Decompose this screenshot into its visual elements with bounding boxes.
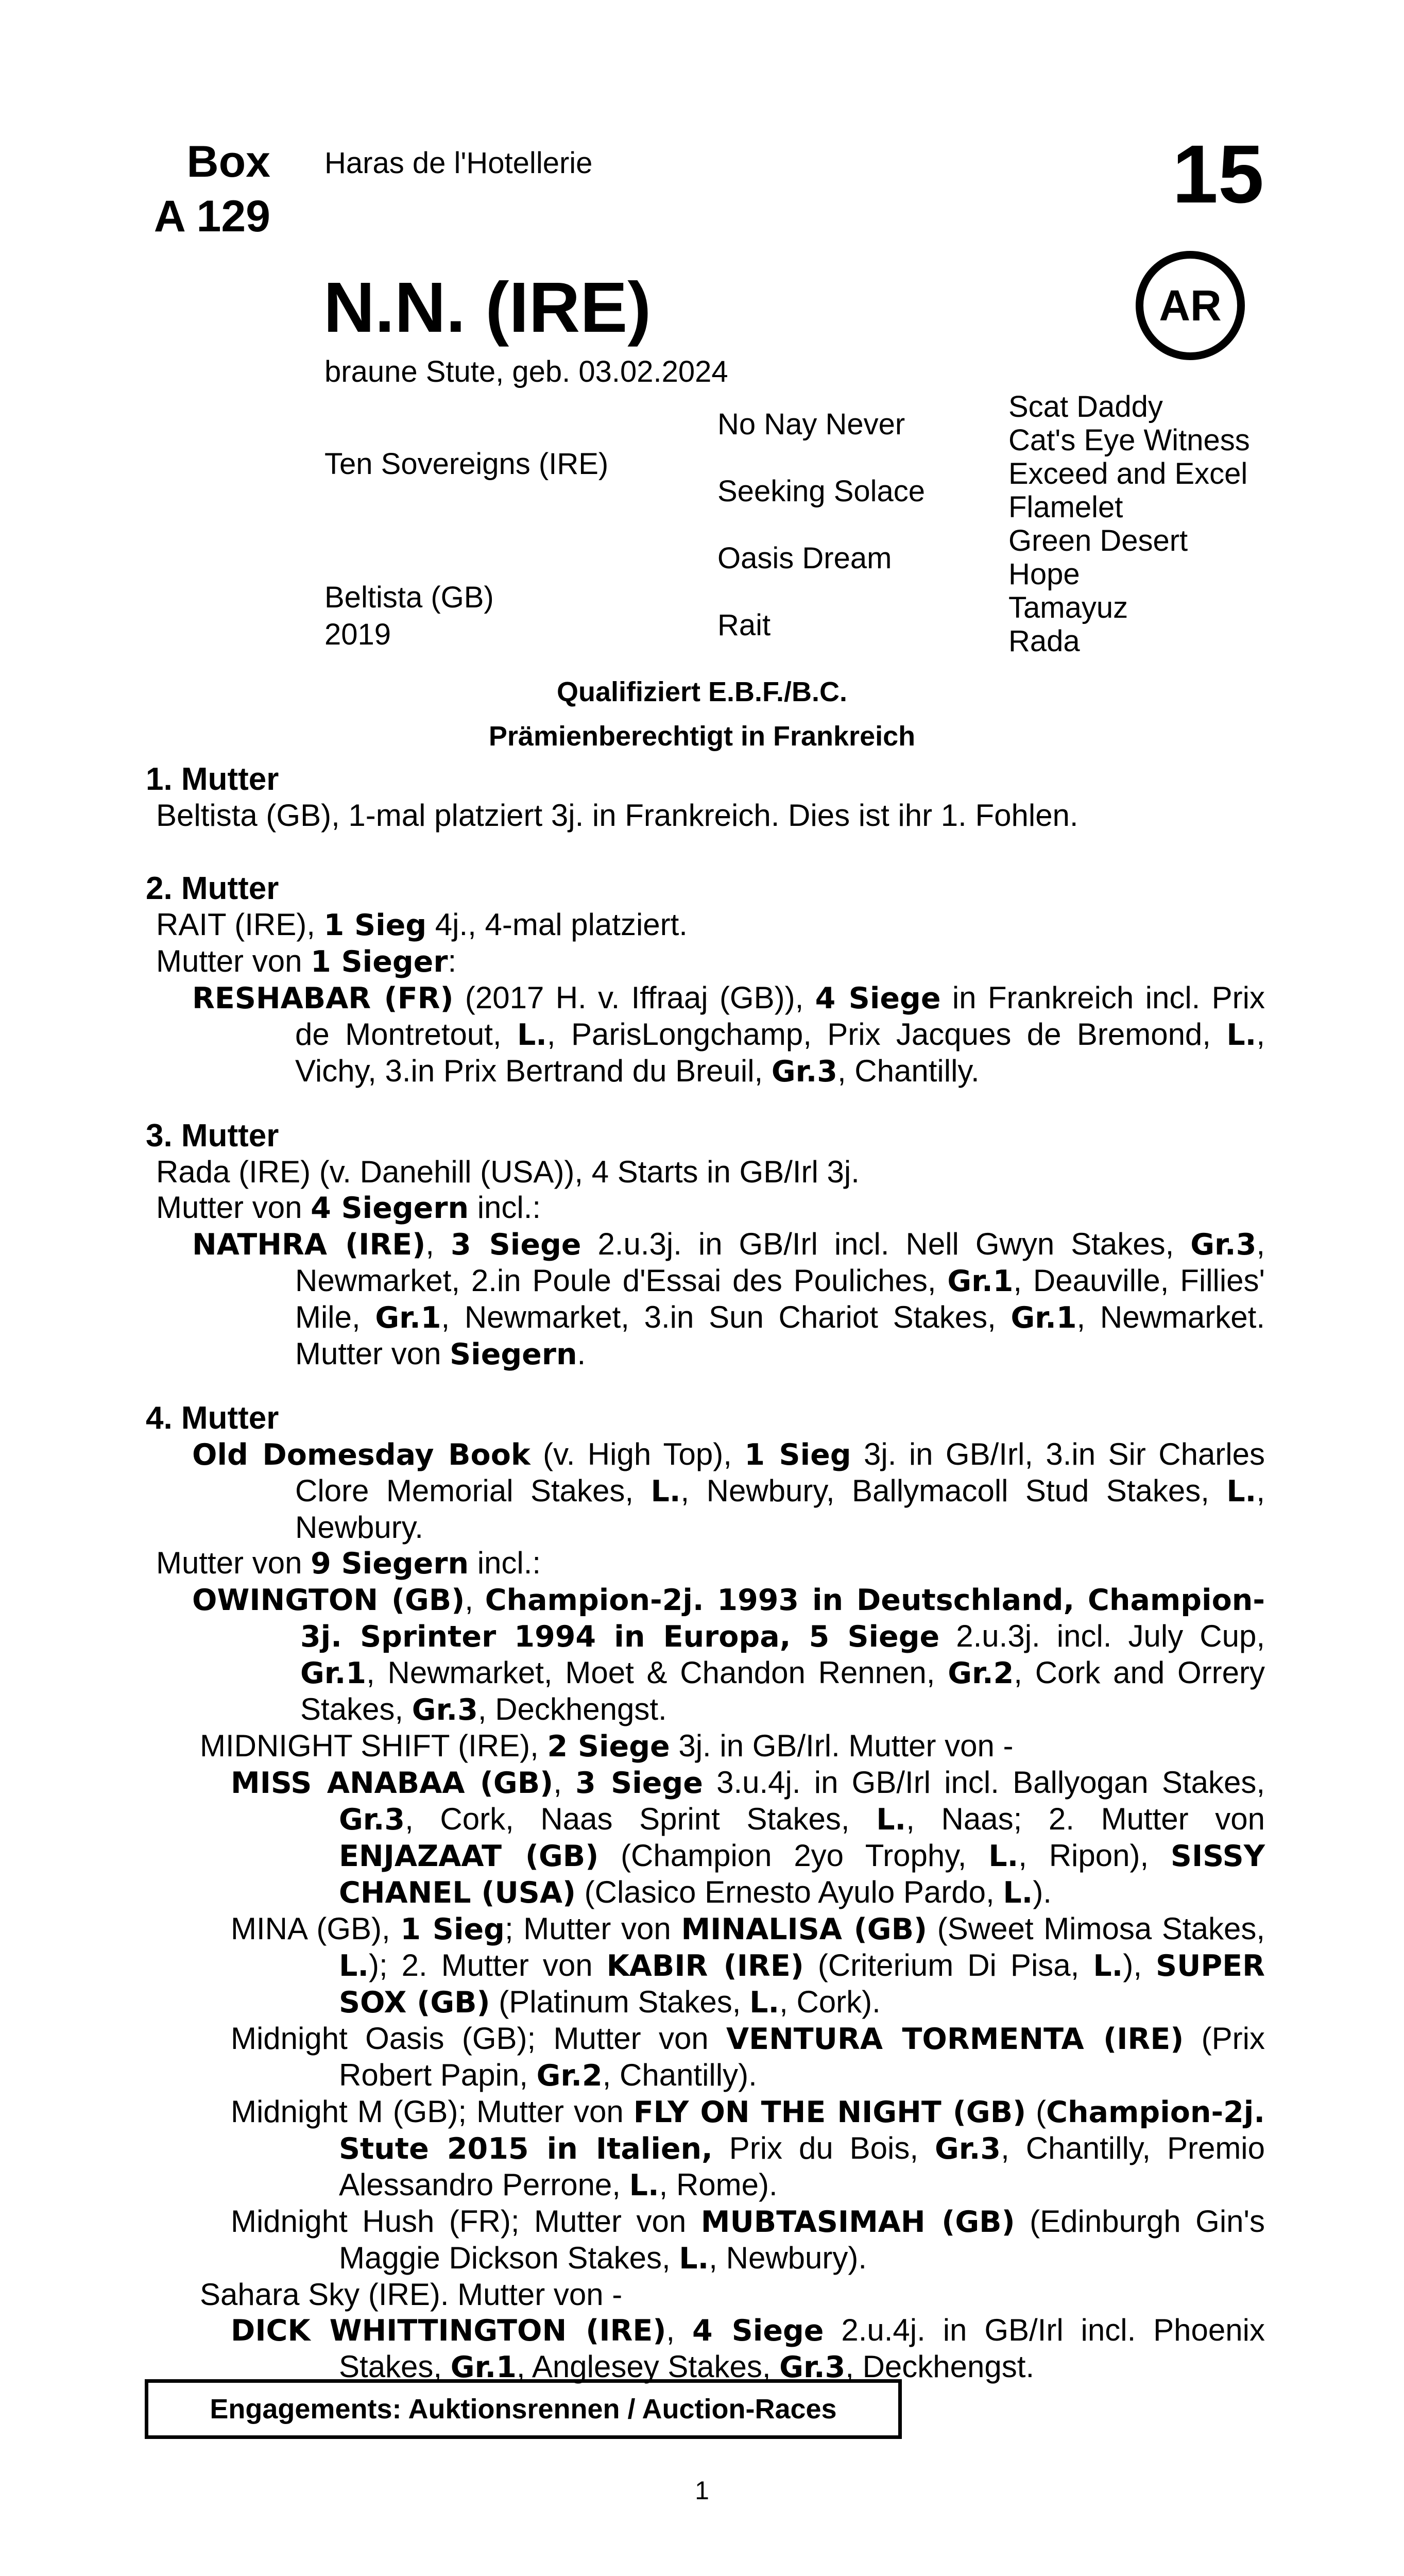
section-4th-dam [146,1436,1265,2385]
section-2nd-dam [146,907,1265,1090]
dam-line: Rada (IRE) (v. Danehill (USA)), 4 Starts in GB/Irl 3j. [156,1155,860,1189]
page-number: 1 [695,2476,709,2505]
winner-entry: NATHRA (IRE), 3 Siege 2.u.3j. in GB/Irl incl. Nell Gwyn Stakes, Gr.3, Newmarket, 2.in Poule d'Essai des Pouliches, Gr.1, Deauville, Fillies' Mile, Gr.1, Newmarket, 3.in Sun Chariot Stakes, Gr.1, Newmarket. Mutter von Siegern. [192,1227,1265,1371]
winner-entry: RESHABAR (FR) (2017 H. v. Iffraaj (GB)), 4 Siege in Frankreich incl. Prix de Montretout, L., ParisLongchamp, Prix Jacques de Bremond, L., Vichy, 3.in Prix Bertrand du Breuil, Gr.3, Chantilly. [192,980,1265,1089]
winner-entry: MISS ANABAA (GB), 3 Siege 3.u.4j. in GB/Irl incl. Ballyogan Stakes, Gr.3, Cork, Naas Sprint Stakes, L., Naas; 2. Mutter von ENJAZAAT (GB) (Champion 2yo Trophy, L., Ripon), SISSY CHANEL (USA) (Clasico Ernesto Ayulo Pardo, L.). [231,1765,1265,1910]
lot-number: 15 [1172,128,1264,220]
dam-line: Beltista (GB), 1-mal platziert 3j. in Frankreich. Dies ist ihr 1. Fohlen. [156,798,1078,833]
dam-entry: Midnight M (GB); Mutter von FLY ON THE NIGHT (GB) (Champion-2j. Stute 2015 in Italien, Prix du Bois, Gr.3, Chantilly, Premio Alessandro Perrone, L., Rome). [231,2094,1265,2202]
section-heading-4th-dam: 4. Mutter [146,1400,279,1436]
pedigree-grandparent: Rait [717,608,771,642]
pedigree-great-grandparent: Rada [1008,624,1080,658]
horse-description: braune Stute, geb. 03.02.2024 [324,355,728,388]
pedigree-great-grandparent: Green Desert [1008,524,1188,557]
dam-entry: Midnight Hush (FR); Mutter von MUBTASIMAH (GB) (Edinburgh Gin's Maggie Dickson Stakes, L., Newbury). [231,2204,1265,2276]
dam-line: RAIT (IRE), 1 Sieg 4j., 4-mal platziert. [156,907,688,942]
box-label: Box [186,137,270,187]
section-1st-dam [146,798,1265,833]
dam-entry: Midnight Oasis (GB); Mutter von VENTURA TORMENTA (IRE) (Prix Robert Papin, Gr.2, Chantilly). [231,2021,1265,2093]
dam-line: Old Domesday Book (v. High Top), 1 Sieg 3j. in GB/Irl, 3.in Sir Charles Clore Memorial Stakes, L., Newbury, Ballymacoll Stud Stakes, L., Newbury. [192,1437,1265,1545]
dam-entry: Sahara Sky (IRE). Mutter von - [200,2277,623,2312]
pedigree-grandparent: Oasis Dream [717,541,892,575]
winners-line: Mutter von 9 Siegern incl.: [156,1546,541,1581]
qualification-france: Prämienberechtigt in Frankreich [488,721,916,752]
pedigree-grandparent: Seeking Solace [717,474,926,508]
dam-entry: MINA (GB), 1 Sieg; Mutter von MINALISA (GB) (Sweet Mimosa Stakes, L.); 2. Mutter von KABIR (IRE) (Criterium Di Pisa, L.), SUPER SOX (GB) (Platinum Stakes, L., Cork). [231,1911,1265,2020]
engagements-label: Engagements: Auktionsrennen / Auction-Races [210,2394,837,2425]
horse-name: N.N. (IRE) [323,268,652,347]
box-number: A 129 [153,192,270,241]
pedigree-great-grandparent: Scat Daddy [1008,390,1163,423]
dam-entry: MIDNIGHT SHIFT (IRE), 2 Siege 3j. in GB/Irl. Mutter von - [200,1728,1014,1764]
pedigree-dam-year: 2019 [324,618,391,651]
pedigree-great-grandparent: Cat's Eye Witness [1008,423,1250,457]
qualification-ebf: Qualifiziert E.B.F./B.C. [556,676,848,707]
pedigree-great-grandparent: Flamelet [1008,490,1123,524]
winner-entry: OWINGTON (GB), Champion-2j. 1993 in Deutschland, Champion-3j. Sprinter 1994 in Europa, 5 Siege 2.u.3j. incl. July Cup, Gr.1, Newmarket, Moet & Chandon Rennen, Gr.2, Cork and Orrery Stakes, Gr.3, Deckhengst. [192,1582,1265,1727]
pedigree-great-grandparent: Exceed and Excel [1008,457,1248,490]
pedigree-sire: Ten Sovereigns (IRE) [324,447,609,481]
winner-entry: DICK WHITTINGTON (IRE), 4 Siege 2.u.4j. in GB/Irl incl. Phoenix Stakes, Gr.1, Anglesey Stakes, Gr.3, Deckhengst. [231,2313,1265,2384]
section-heading-2nd-dam: 2. Mutter [146,871,279,906]
pedigree-great-grandparent: Tamayuz [1008,591,1128,624]
winners-line: Mutter von 1 Sieger: [156,944,457,979]
ar-badge [1136,251,1245,360]
section-heading-3rd-dam: 3. Mutter [146,1118,279,1154]
pedigree-dam: Beltista (GB) [324,581,494,614]
section-3rd-dam [146,1154,1265,1372]
engagements-box [145,2379,902,2439]
ar-badge-label: AR [1159,281,1222,330]
breeder: Haras de l'Hotellerie [324,146,593,180]
winners-line: Mutter von 4 Siegern incl.: [156,1190,541,1225]
section-heading-1st-dam: 1. Mutter [146,761,279,797]
pedigree-grandparent: No Nay Never [717,408,905,441]
pedigree-great-grandparent: Hope [1008,557,1080,591]
